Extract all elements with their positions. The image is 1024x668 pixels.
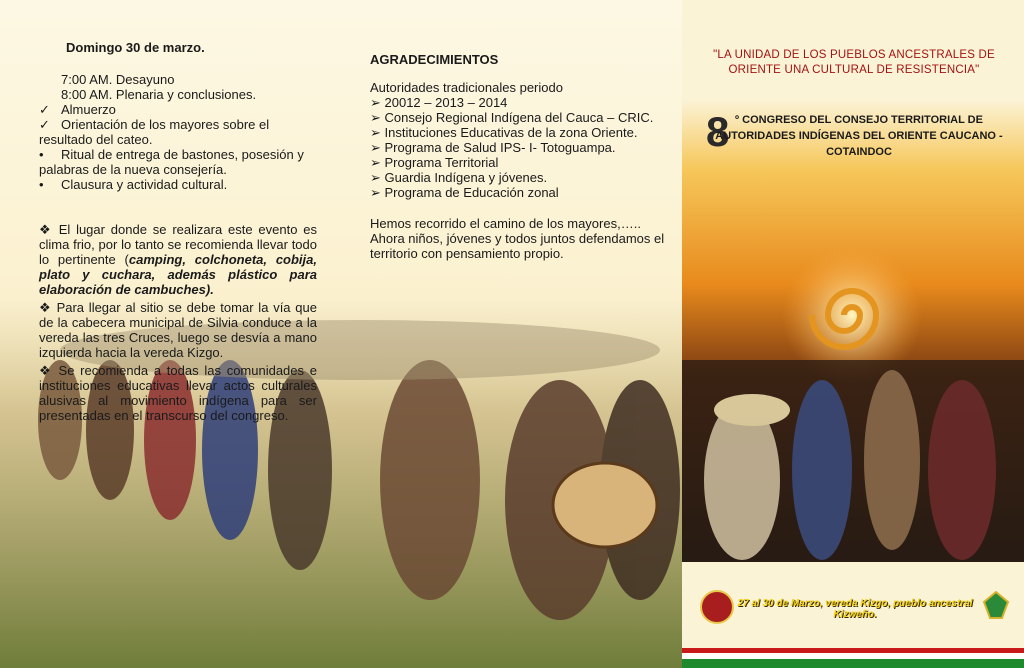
schedule-item: • Ritual de entrega de bastones, posesión y palabras de la nueva consejería.: [39, 147, 304, 177]
recommendations: [39, 222, 317, 426]
closing-message: Hemos recorrido el camino de los mayores,….. Ahora niños, jóvenes y todos juntos defendamos el territorio con pensamiento propio.: [370, 216, 665, 261]
schedule-list: [39, 72, 314, 192]
sunset-photo: [682, 100, 1024, 562]
schedule-item: ✓ Almuerzo: [39, 102, 116, 117]
event-dates: 27 al 30 de Marzo, vereda Kizgo, pueblo ancestral Kizweño.: [737, 598, 973, 620]
schedule-item: • Clausura y actividad cultural.: [39, 177, 228, 192]
seal-icon: [700, 590, 734, 624]
ack-item: ➢ Consejo Regional Indígena del Cauca – CRIC.: [370, 110, 654, 125]
ack-intro: Autoridades tradicionales periodo: [370, 80, 563, 95]
schedule-item: ✓ Orientación de los mayores sobre el resultado del cateo.: [39, 117, 270, 147]
day-title: Domingo 30 de marzo.: [66, 40, 205, 55]
note-item: ❖ Para llegar al sitio se debe tomar la vía que de la cabecera municipal de Silvia conduce a la vereda las tres Cruces, luego se desvía a mano izquierda hacia la vereda Kizgo.: [39, 300, 317, 360]
note-item: ❖ Se recomienda a todas las comunidades e instituciones educativas llevar actos culturales alusivas al movimiento indígena para ser presentadas en el transcurso del congreso.: [39, 363, 317, 423]
congress-title: º CONGRESO DEL CONSEJO TERRITORIAL DE AUTORIDADES INDÍGENAS DEL ORIENTE CAUCANO - COTAINDOC: [715, 114, 1003, 158]
note-item: ❖ El lugar donde se realizara este evento es clima frio, por lo tanto se recomienda llevar todo lo pertinente (camping, colchoneta, cobija, plato y cuchara, además plástico para elaboración de cambuches).: [39, 222, 317, 297]
schedule-item: 8:00 AM. Plenaria y conclusiones.: [61, 87, 257, 102]
ack-item: ➢ Programa de Salud IPS- I- Totoguampa.: [370, 140, 616, 155]
flag-stripes: [682, 648, 1024, 668]
ack-item: ➢ 20012 – 2013 – 2014: [370, 95, 508, 110]
motto-quote: "LA UNIDAD DE LOS PUEBLOS ANCESTRALES DE ORIENTE UNA CULTURAL DE RESISTENCIA": [713, 49, 995, 76]
acknowledgements-title: AGRADECIMIENTOS: [370, 52, 499, 67]
schedule-item: 7:00 AM. Desayuno: [61, 72, 175, 87]
congress-number: 8: [706, 108, 730, 155]
ack-item: ➢ Programa de Educación zonal: [370, 185, 559, 200]
emblem-icon: [982, 590, 1010, 620]
ack-item: ➢ Guardia Indígena y jóvenes.: [370, 170, 548, 185]
ack-item: ➢ Programa Territorial: [370, 155, 499, 170]
acknowledgements-list: [370, 80, 670, 200]
ack-item: ➢ Instituciones Educativas de la zona Oriente.: [370, 125, 638, 140]
